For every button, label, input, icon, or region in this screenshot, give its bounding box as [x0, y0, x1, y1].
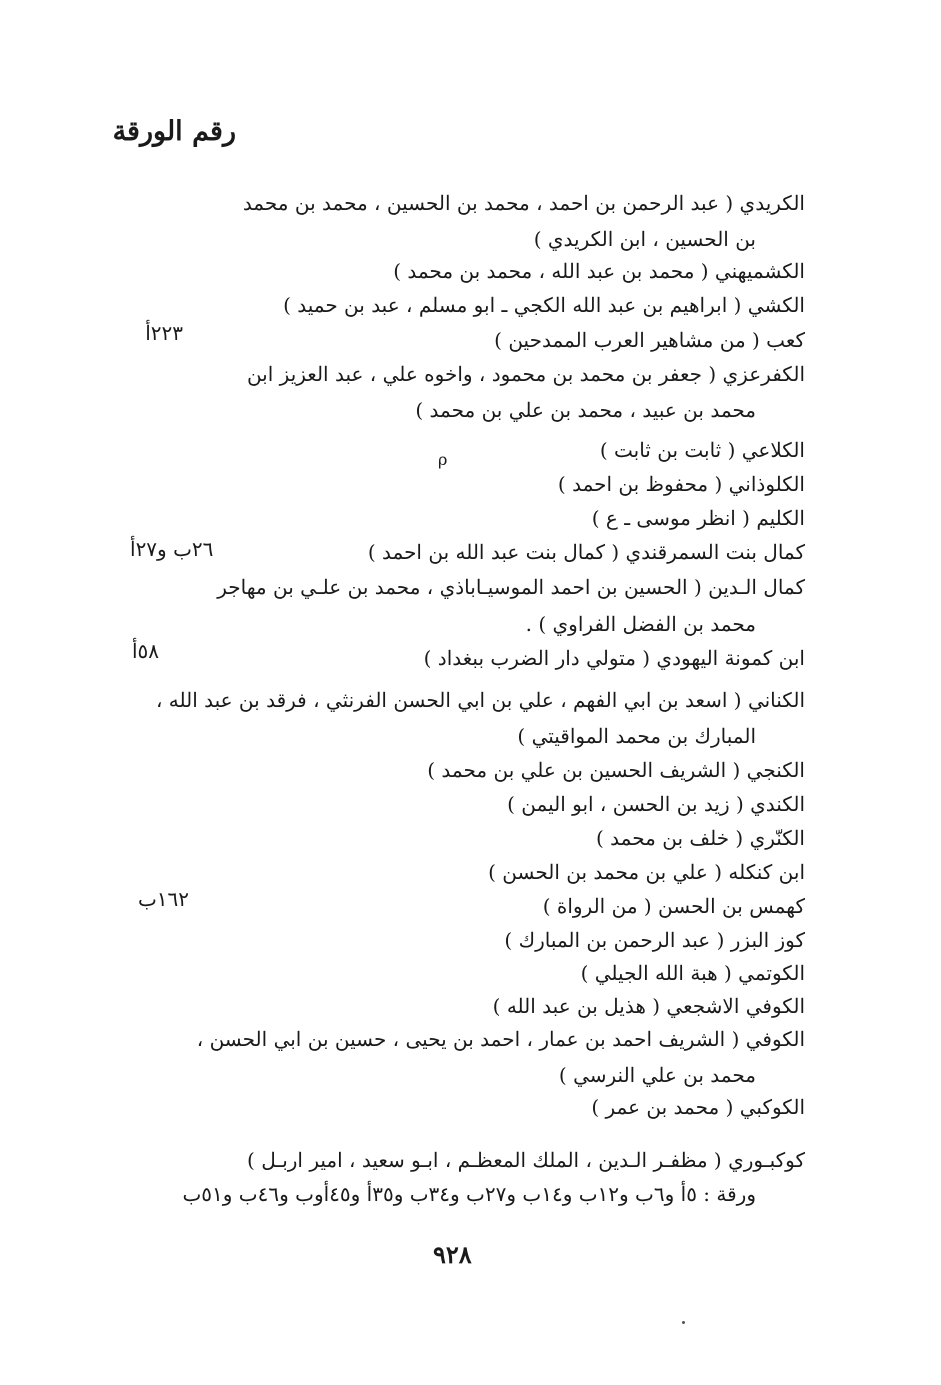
entry-line: كوز البزر ( عبد الرحمن بن المبارك ): [504, 928, 805, 952]
folio-reference: ٢٦ب و٢٧أ: [130, 537, 214, 561]
entry-line: بن الحسين ، ابن الكريدي ): [533, 227, 756, 251]
page-number: ٩٢٨: [433, 1240, 472, 1269]
entry-line: الكنّري ( خلف بن محمد ): [596, 826, 805, 850]
folio-reference: ٢٢٣أ: [145, 321, 183, 345]
entry-line: الكناني ( اسعد بن ابي الفهم ، علي بن ابي الحسن الفرنثي ، فرقد بن عبد الله ،: [155, 688, 805, 712]
entry-line: محمد بن عبيد ، محمد بن علي بن محمد ): [415, 398, 756, 422]
scan-speck: [682, 1321, 685, 1324]
entry-line: الكشي ( ابراهيم بن عبد الله الكجي ـ ابو مسلم ، عبد بن حميد ): [283, 293, 805, 317]
entry-line: الكلاعي ( ثابت بن ثابت ): [599, 438, 805, 462]
entry-line: الكوفي ( الشريف احمد بن عمار ، احمد بن يحيى ، حسين بن ابي الحسن ،: [196, 1027, 805, 1051]
stray-mark: ρ: [438, 450, 448, 469]
entry-line: الكليم ( انظر موسى ـ ع ): [591, 506, 805, 530]
entry-line: الكشميهني ( محمد بن عبد الله ، محمد بن محمد ): [393, 259, 805, 283]
folio-reference: ٥٨أ: [131, 639, 159, 663]
entry-line: الكندي ( زيد بن الحسن ، ابو اليمن ): [507, 792, 805, 816]
entry-line: الكوكبي ( محمد بن عمر ): [591, 1095, 805, 1119]
entry-line: الكريدي ( عبد الرحمن بن احمد ، محمد بن الحسين ، محمد بن محمد: [242, 191, 805, 215]
column-heading: رقم الورقة: [112, 116, 236, 147]
entry-line: ابن كنكله ( علي بن محمد بن الحسن ): [488, 860, 805, 884]
entry-line: الكفرعزي ( جعفر بن محمد بن محمود ، واخوه علي ، عبد العزيز ابن: [246, 362, 805, 386]
entry-line: كعب ( من مشاهير العرب الممدحين ): [494, 328, 805, 352]
entry-line: الكلوذاني ( محفوظ بن احمد ): [557, 472, 805, 496]
entry-line: كمال الـدين ( الحسين بن احمد الموسيـاباذي ، محمد بن علـي بن مهاجر: [217, 575, 805, 599]
folio-reference: ١٦٢ب: [137, 887, 189, 911]
entry-line: كمال بنت السمرقندي ( كمال بنت عبد الله بن احمد ): [367, 540, 805, 564]
entry-line: كوكبـوري ( مظفـر الـدين ، الملك المعظـم ، ابـو سعيد ، امير اربـل ): [247, 1148, 805, 1172]
entry-line: الكوتمي ( هبة الله الجيلي ): [580, 961, 805, 985]
entry-line: الكوفي الاشجعي ( هذيل بن عبد الله ): [492, 994, 805, 1018]
entry-line: ورقة : ٥أ و٦ب و١٢ب و١٤ب و٢٧ب و٣٤ب و٣٥أ و٤٥أوب و٤٦ب و٥١ب: [182, 1182, 756, 1206]
entry-line: محمد بن الفضل الفراوي ) .: [525, 612, 756, 636]
entry-line: محمد بن علي النرسي ): [558, 1063, 756, 1087]
entry-line: ابن كمونة اليهودي ( متولي دار الضرب ببغداد ): [423, 646, 805, 670]
entry-line: كهمس بن الحسن ( من الرواة ): [542, 894, 805, 918]
entry-line: المبارك بن محمد المواقيتي ): [517, 724, 756, 748]
entry-line: الكنجي ( الشريف الحسين بن علي بن محمد ): [427, 758, 805, 782]
